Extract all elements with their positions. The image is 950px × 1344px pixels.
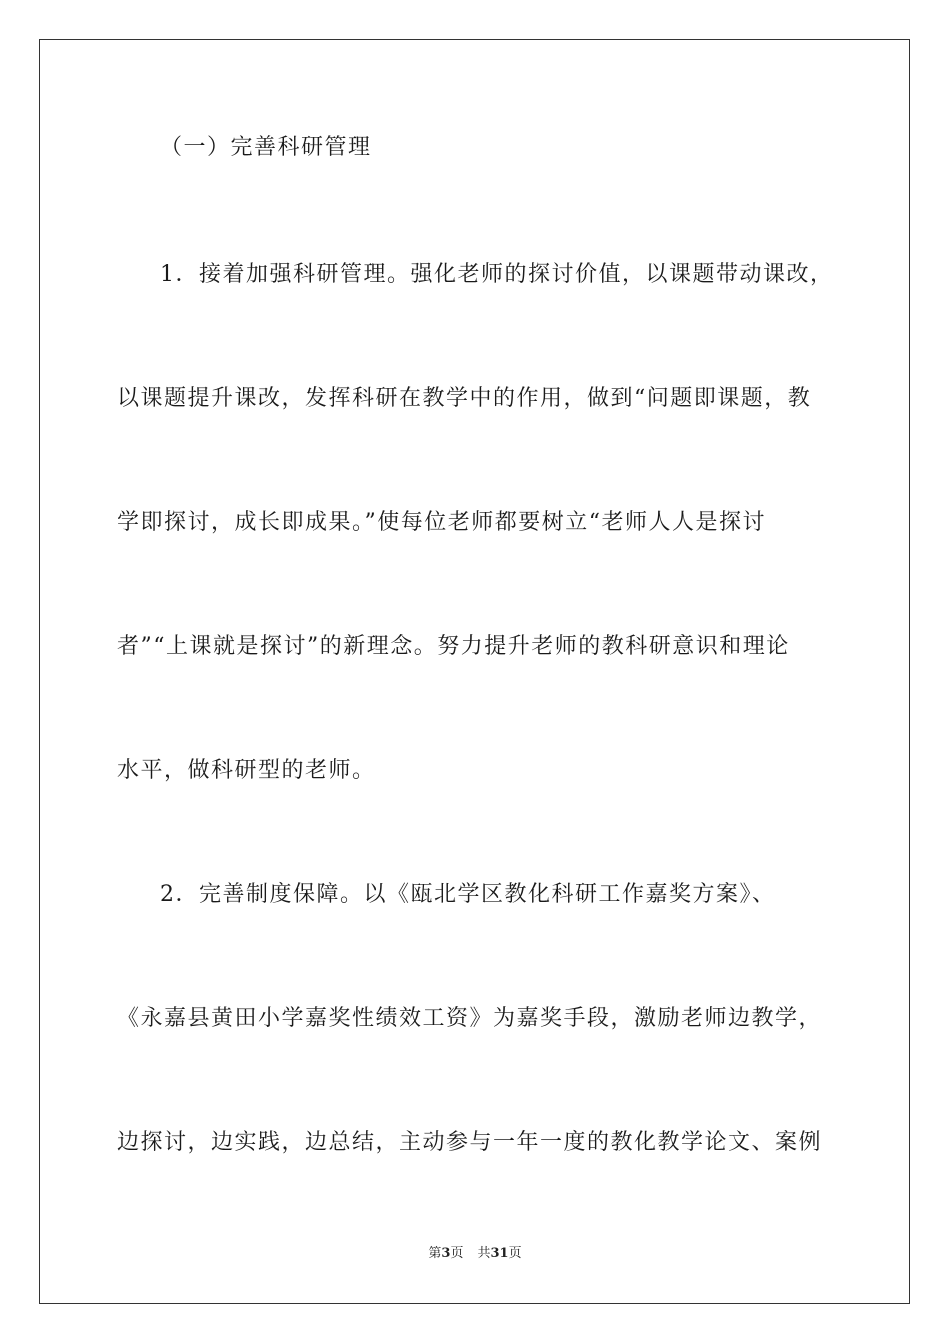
page-prefix: 第 <box>428 1246 442 1261</box>
paragraph-1-line-4: 者”“上课就是探讨”的新理念。努力提升老师的教科研意识和理论 <box>117 634 790 659</box>
paragraph-1-line-1: 1．接着加强科研管理。强化老师的探讨价值，以课题带动课改， <box>160 262 834 287</box>
paragraph-1-line-2: 以课题提升课改，发挥科研在教学中的作用，做到“问题即课题，教 <box>117 386 812 411</box>
page-border <box>39 39 910 1304</box>
page-footer <box>0 1245 950 1263</box>
page-number: 3 <box>441 1246 451 1261</box>
total-suffix: 页 <box>508 1246 522 1261</box>
paragraph-2-line-1: 2．完善制度保障。以《瓯北学区教化科研工作嘉奖方案》、 <box>160 882 776 907</box>
page-suffix: 页 <box>450 1246 464 1261</box>
total-prefix: 共 <box>477 1246 491 1261</box>
paragraph-2-line-2: 《永嘉县黄田小学嘉奖性绩效工资》为嘉奖手段，激励老师边教学， <box>117 1006 823 1031</box>
paragraph-2-line-3: 边探讨，边实践，边总结，主动参与一年一度的教化教学论文、案例 <box>117 1130 823 1155</box>
total-pages: 31 <box>490 1246 509 1261</box>
paragraph-1-line-5: 水平，做科研型的老师。 <box>117 758 376 783</box>
section-heading: （一）完善科研管理 <box>160 135 372 160</box>
paragraph-1-line-3: 学即探讨，成长即成果。”使每位老师都要树立“老师人人是探讨 <box>117 510 766 535</box>
